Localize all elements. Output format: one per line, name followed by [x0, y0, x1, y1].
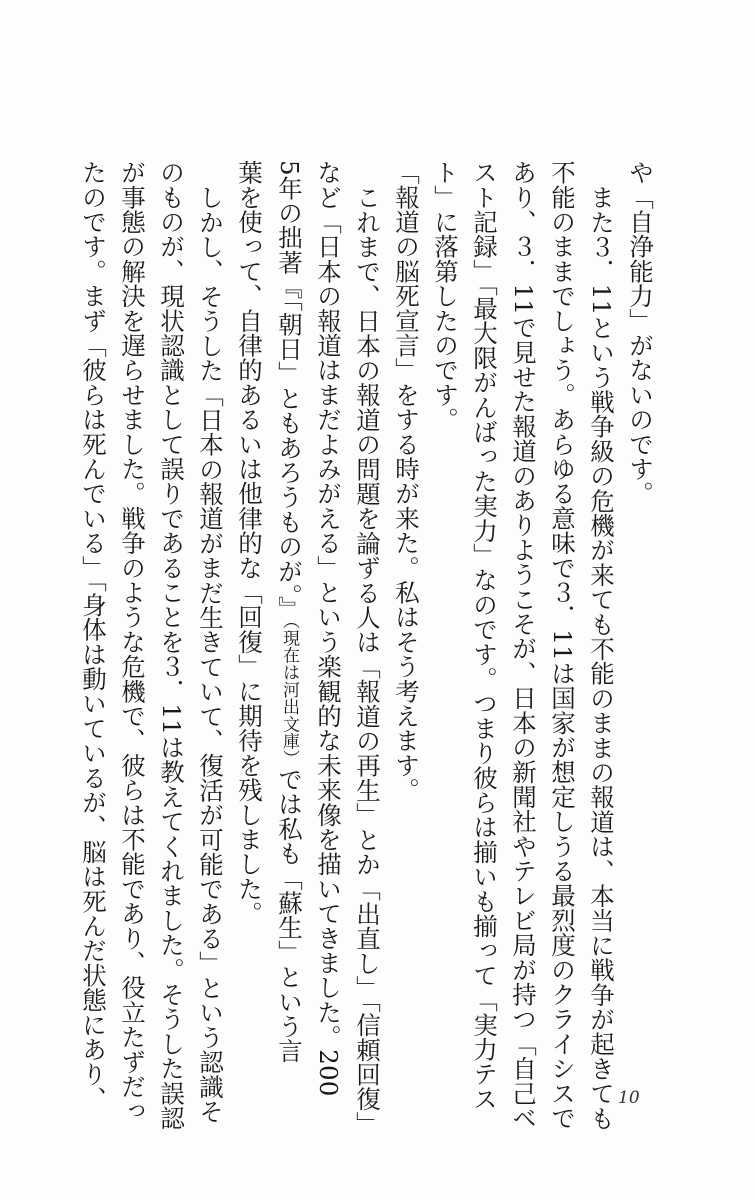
text-line-11: 葉を使って、自律的あるいは他律的な「回復」に期待を残しました。	[235, 160, 264, 926]
text-line-10-tail: では私も「蘇生」という言	[275, 766, 304, 1064]
text-line-4: あり、３．11で見せた報道のありようこそが、日本の新聞社やテレビ局が持つ「自己ベ	[509, 160, 538, 1131]
text-line-8: これまで、日本の報道の問題を論ずる人は「報道の再生」とか「出直し」「信頼回復」	[353, 184, 382, 1136]
text-line-12: しかし、そうした「日本の報道がまだ生きていて、復活が可能である」という認識そ	[196, 184, 225, 1124]
text-line-7: 「報道の脳死宣言」をする時が来た。私はそう考えます。	[392, 160, 421, 803]
text-line-1: や「自浄能力」がないのです。	[626, 160, 655, 506]
text-line-13: のものが、現状認識として誤りであることを３．11は教えてくれました。そうした誤認	[157, 160, 186, 1131]
text-line-3: 不能のままでしょう。あらゆる意味で３．11は国家が想定しうる最烈度のクライシスで	[548, 160, 577, 1131]
citation-note: （現在は河出文庫）	[279, 620, 299, 767]
text-line-5: スト記録」「最大限がんばった実力」なのです。つまり彼らは揃いも揃って「実力テス	[470, 160, 499, 1112]
text-line-15: たのです。まず「彼らは死んでいる」「身体は動いているが、脳は死んだ状態にあり、	[79, 160, 108, 1112]
text-line-2: また３．11という戦争級の危機が来ても不能のままの報道は、本当に戦争が起きても	[587, 184, 616, 1130]
book-title-citation: 5年の拙著『「朝日」ともあろうものが。』	[275, 160, 304, 621]
text-line-9: など「日本の報道はまだよみがえる」という楽観的な未来像を描いてきました。200	[314, 160, 343, 1097]
text-line-10	[269, 160, 309, 1064]
text-line-14: が事態の解決を遅らせました。戦争のような危機で、彼らは不能であり、役立たずだっ	[118, 160, 147, 1124]
page-number: 10	[618, 1088, 640, 1108]
text-line-6: ト」に落第したのです。	[431, 160, 460, 432]
